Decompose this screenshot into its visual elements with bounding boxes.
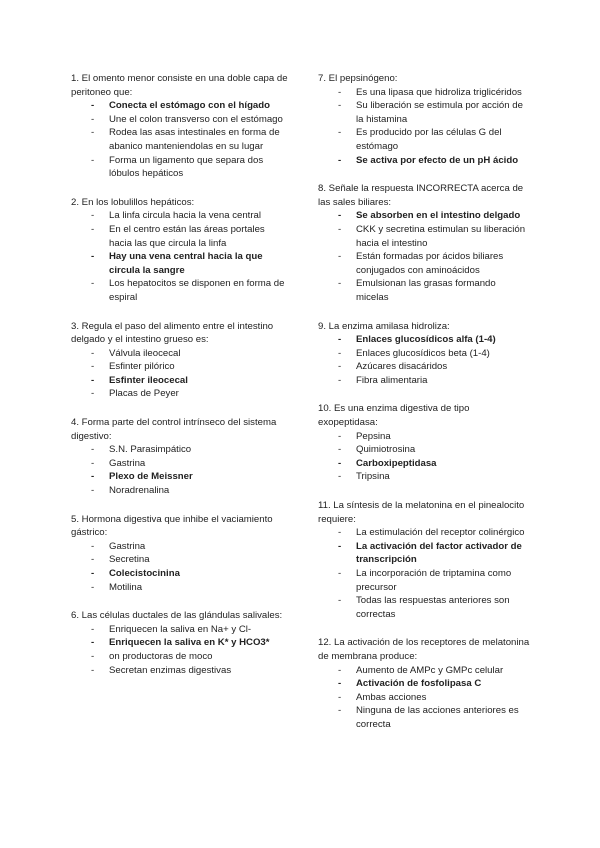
- option-correct: - Se absorben en el intestino delgado: [318, 209, 530, 223]
- option-list: [71, 540, 289, 594]
- question-text: 8. Señale la respuesta INCORRECTA acerca de las sales biliares:: [318, 183, 524, 208]
- question-text: 2. En los lobulillos hepáticos:: [71, 196, 195, 208]
- question-11: [318, 499, 530, 621]
- option-correct: - Activación de fosfolipasa C: [318, 677, 530, 691]
- question-text: 10. Es una enzima digestiva de tipo exopeptidasa:: [318, 403, 470, 429]
- option-correct: - Conecta el estómago con el hígado: [71, 99, 289, 113]
- option: - Une el colon transverso con el estómago: [71, 113, 289, 127]
- question-6: [71, 609, 289, 677]
- right-column: [318, 72, 530, 747]
- option-correct: - Enlaces glucosídicos alfa (1-4): [318, 333, 530, 347]
- left-column: [71, 72, 289, 692]
- option: - Placas de Peyer: [71, 387, 289, 401]
- option: - En el centro están las áreas portales hacia las que circula la linfa: [71, 223, 289, 250]
- option-list: [71, 99, 289, 181]
- option: - Fibra alimentaria: [318, 374, 530, 388]
- option: - Es producido por las células G del estómago: [318, 126, 530, 153]
- option: - Gastrina: [71, 540, 289, 554]
- option: - Esfinter pilórico: [71, 360, 289, 374]
- question-5: [71, 513, 289, 595]
- option: - Todas las respuestas anteriores son correctas: [318, 594, 530, 621]
- question-text: 3. Regula el paso del alimento entre el intestino delgado y el intestino grueso es:: [71, 320, 274, 346]
- option: - Forma un ligamento que separa dos lóbulos hepáticos: [71, 154, 289, 181]
- option: - Enlaces glucosídicos beta (1-4): [318, 347, 530, 361]
- option: - Motilina: [71, 581, 289, 595]
- question-text: 6. Las células ductales de las glándulas salivales:: [71, 610, 283, 622]
- question-12: [318, 636, 530, 731]
- question-text: 11. La síntesis de la melatonina en el pinealocito requiere:: [318, 500, 525, 525]
- option-list: [71, 623, 289, 677]
- option: - Gastrina: [71, 457, 289, 471]
- option: - on productoras de moco: [71, 650, 289, 664]
- question-text: 12. La activación de los receptores de melatonina de membrana produce:: [318, 637, 530, 662]
- option: - Válvula ileocecal: [71, 347, 289, 361]
- option-list: [71, 443, 289, 497]
- option-correct: - Plexo de Meissner: [71, 470, 289, 484]
- option: - Aumento de AMPc y GMPc celular: [318, 664, 530, 678]
- option: - Pepsina: [318, 430, 530, 444]
- option: - Rodea las asas intestinales en forma de abanico manteniendolas en su lugar: [71, 126, 289, 153]
- option-correct: - Hay una vena central hacia la que circula la sangre: [71, 250, 289, 277]
- option: - Secretan enzimas digestivas: [71, 664, 289, 678]
- question-text: 5. Hormona digestiva que inhibe el vaciamiento gástrico:: [71, 513, 273, 539]
- question-9: [318, 320, 530, 388]
- option-correct: - Se activa por efecto de un pH ácido: [318, 154, 530, 168]
- option: - Enriquecen la saliva en Na+ y Cl-: [71, 623, 289, 637]
- option-correct: - Enriquecen la saliva en K* y HCO3*: [71, 636, 289, 650]
- option-list: [71, 347, 289, 401]
- option-list: [318, 430, 530, 484]
- option: - Los hepatocitos se disponen en forma de espiral: [71, 277, 289, 304]
- question-text: 9. La enzima amilasa hidroliza:: [318, 320, 450, 332]
- option: - Noradrenalina: [71, 484, 289, 498]
- option: - Azúcares disacáridos: [318, 360, 530, 374]
- option: - Secretina: [71, 553, 289, 567]
- option: - Están formadas por ácidos biliares conjugados con aminoácidos: [318, 250, 530, 277]
- option-list: [318, 333, 530, 387]
- question-1: [71, 72, 289, 181]
- option: - Es una lipasa que hidroliza triglicéridos: [318, 86, 530, 100]
- question-10: [318, 402, 530, 484]
- question-text: 7. El pepsinógeno:: [318, 73, 398, 84]
- option-list: [318, 86, 530, 168]
- option: - Emulsionan las grasas formando micelas: [318, 277, 530, 304]
- option-list: [318, 526, 530, 621]
- option: - Tripsina: [318, 470, 530, 484]
- option-list: [318, 209, 530, 304]
- option-correct: - Esfinter ileocecal: [71, 374, 289, 388]
- option: - Ninguna de las acciones anteriores es correcta: [318, 704, 530, 731]
- question-2: [71, 196, 289, 305]
- question-7: [318, 72, 530, 167]
- option: - La linfa circula hacia la vena central: [71, 209, 289, 223]
- option-list: [71, 209, 289, 304]
- option: - Ambas acciones: [318, 691, 530, 705]
- option-correct: - La activación del factor activador de transcripción: [318, 540, 530, 567]
- option: - La estimulación del receptor colinérgico: [318, 526, 530, 540]
- question-4: [71, 416, 289, 498]
- question-3: [71, 320, 289, 402]
- option-correct: - Colecistocinina: [71, 567, 289, 581]
- question-text: 1. El omento menor consiste en una doble capa de peritoneo que:: [71, 73, 288, 98]
- option-list: [318, 664, 530, 732]
- option: - S.N. Parasimpático: [71, 443, 289, 457]
- option-correct: - Carboxipeptidasa: [318, 457, 530, 471]
- question-text: 4. Forma parte del control intrínseco del sistema digestivo:: [71, 417, 277, 442]
- option: - Su liberación se estimula por acción de la histamina: [318, 99, 530, 126]
- option: - CKK y secretina estimulan su liberación hacia el intestino: [318, 223, 530, 250]
- option: - Quimiotrosina: [318, 443, 530, 457]
- option: - La incorporación de triptamina como precursor: [318, 567, 530, 594]
- question-8: [318, 182, 530, 304]
